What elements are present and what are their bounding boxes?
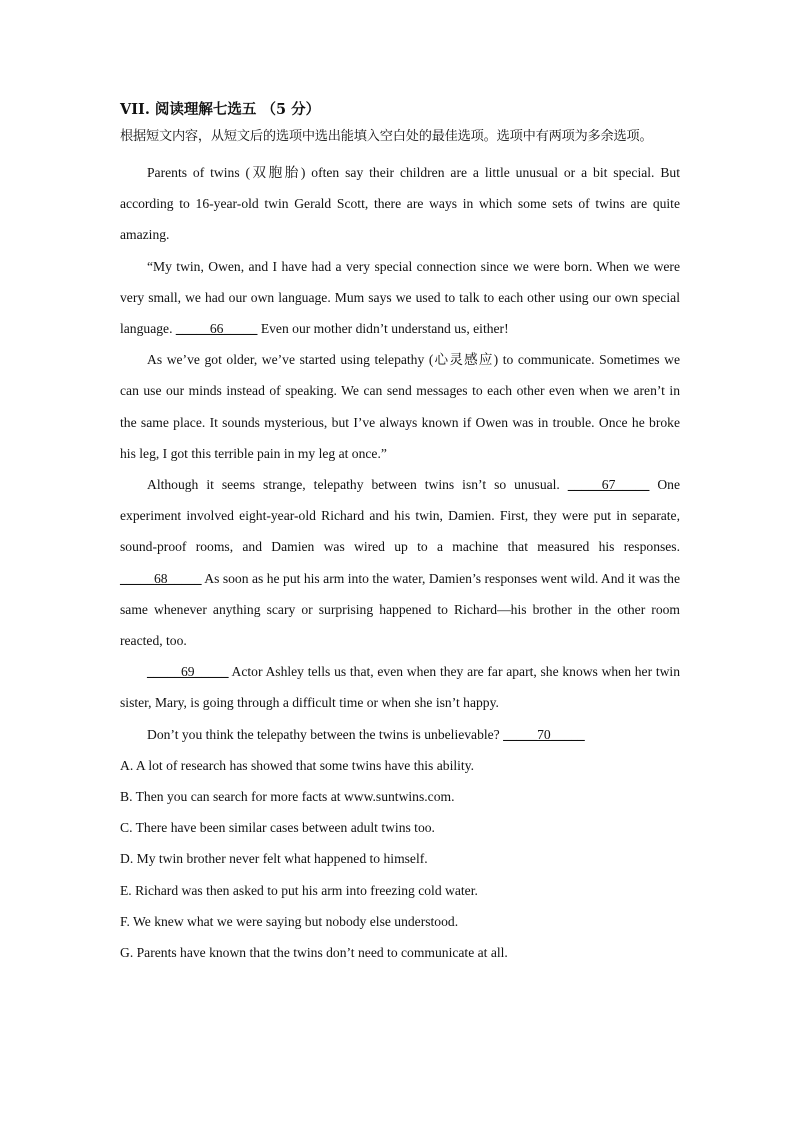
passage-paragraph-3: As we’ve got older, we’ve started using telepathy (心灵感应) to communicate. Sometimes we can use our minds instead of speaking. We can send messages to each other even when we aren’t in the same place. It sounds mysterious, but I’ve always known if Owen was in trouble. Once he broke his leg, I got this terrible pain in my leg at once.” [120, 352, 680, 461]
blank-67[interactable]: _____67_____ [567, 477, 650, 493]
answer-options [120, 750, 680, 968]
passage-paragraph-6 [120, 719, 680, 750]
passage-paragraph-1: Parents of twins (双胞胎) often say their children are a little unusual or a bit special. But according to 16-year-old twin Gerald Scott, there are ways in which some sets of twins are quite amazing. [120, 165, 680, 243]
paragraph-5-text: Actor Ashley tells us that, even when they are far apart, she knows when her twin sister, Mary, is going through a difficult time or when she isn’t happy. [120, 664, 680, 711]
exam-page [120, 98, 680, 968]
option-c[interactable]: C. There have been similar cases between adult twins too. [120, 820, 435, 836]
paragraph-6-text: Don’t you think the telepathy between the twins is unbelievable? [147, 726, 500, 742]
option-a[interactable]: A. A lot of research has showed that some twins have this ability. [120, 757, 475, 773]
blank-68[interactable]: _____68_____ [120, 570, 202, 586]
option-e[interactable]: E. Richard was then asked to put his arm into freezing cold water. [120, 882, 478, 898]
option-f[interactable]: F. We knew what we were saying but nobody else understood. [120, 913, 459, 929]
passage-paragraph-5 [120, 656, 680, 718]
paragraph-4-text: Although it seems strange, telepathy between twins isn’t so unusual. [147, 477, 560, 493]
option-g[interactable]: G. Parents have known that the twins don’t need to communicate at all. [120, 945, 508, 961]
paragraph-2-text: “My twin, Owen, and I have had a very special connection since we were born. When we were very small, we had our own language. Mum says we used to talk to each other using our own special language. [120, 258, 680, 337]
paragraph-4-text-after-2: As soon as he put his arm into the water, Damien’s responses went wild. And it was the same whenever anything scary or surprising happened to Richard—his brother in the other room reacted, too. [120, 570, 680, 649]
passage-paragraph-4 [120, 469, 680, 656]
passage-paragraph-2 [120, 251, 680, 345]
section-instruction: 根据短文内容，从短文后的选项中选出能填入空白处的最佳选项。选项中有两项为多余选项。 [120, 129, 653, 144]
paragraph-2-text-after: Even our mother didn’t understand us, either! [257, 321, 509, 337]
blank-70[interactable]: _____70_____ [503, 726, 585, 742]
option-d[interactable]: D. My twin brother never felt what happened to himself. [120, 851, 428, 867]
option-b[interactable]: B. Then you can search for more facts at www.suntwins.com. [120, 789, 455, 805]
blank-66[interactable]: _____66_____ [175, 321, 258, 337]
section-title: VII. 阅读理解七选五 （5 分） [120, 101, 321, 118]
paragraph-4-text-after: One experiment involved eight-year-old Richard and his twin, Damien. First, they were put in separate, sound-proof rooms, and Damien was wired up to a machine that measured his responses. [120, 477, 680, 555]
blank-69[interactable]: _____69_____ [147, 664, 229, 680]
